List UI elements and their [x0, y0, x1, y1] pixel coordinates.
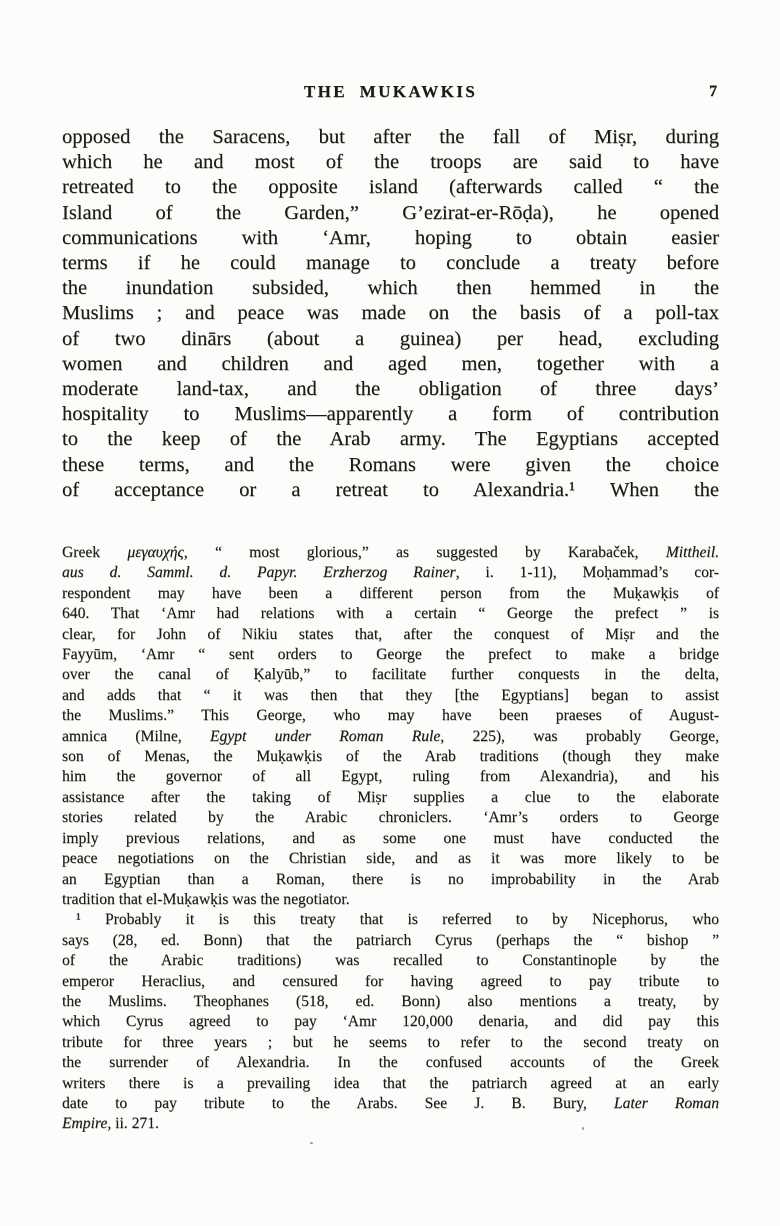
text-line: emperor Heraclius, and censured for having agreed to pay tribute to — [62, 972, 719, 990]
scan-speck — [582, 1127, 584, 1130]
footnote-1 — [62, 910, 719, 1134]
text-line: the Muslims.” This George, who may have been praeses of August- — [62, 707, 719, 725]
text-line: these terms, and the Romans were given the choice — [62, 453, 719, 476]
text-line: Muslims ; and peace was made on the basis of a poll-tax — [62, 302, 719, 325]
text-line: assistance after the taking of Miṣr supplies a clue to the elaborate — [62, 788, 719, 806]
text-line: him the governor of all Egypt, ruling from Alexandria), and his — [62, 768, 719, 786]
text-line: Empire, ii. 271. — [62, 1115, 159, 1133]
text-line: the inundation subsided, which then hemmed in the — [62, 277, 719, 300]
scan-speck — [310, 1142, 313, 1144]
text-line: an Egyptian than a Roman, there is no improbability in the Arab — [62, 870, 719, 888]
footnote-continuation — [62, 543, 719, 910]
text-line: peace negotiations on the Christian side, and as it was more likely to be — [62, 850, 719, 868]
text-line: aus d. Samml. d. Papyr. Erzherzog Rainer, i. 1-11), Moḥammad’s cor- — [62, 564, 719, 582]
text-line: of acceptance or a retreat to Alexandria.¹ When the — [62, 478, 719, 501]
text-line: 640. That ‘Amr had relations with a certain “ George the prefect ” is — [62, 605, 719, 623]
text-line: tribute for three years ; but he seems to refer to the second treaty on — [62, 1033, 719, 1051]
text-line: communications with ‘Amr, hoping to obtain easier — [62, 226, 719, 249]
text-line: hospitality to Muslims—apparently a form of contribution — [62, 403, 719, 426]
text-line: of two dinārs (about a guinea) per head, excluding — [62, 327, 719, 350]
text-line: amnica (Milne, Egypt under Roman Rule, 225), was probably George, — [62, 727, 719, 745]
text-line: respondent may have been a different person from the Muḳawḳis of — [62, 584, 719, 602]
text-line: and adds that “ it was then that they [the Egyptians] began to assist — [62, 686, 719, 704]
text-line: women and children and aged men, together with a — [62, 352, 719, 375]
text-line: clear, for John of Nikiu states that, after the conquest of Miṣr and the — [62, 625, 719, 643]
text-line: son of Menas, the Muḳawḳis of the Arab traditions (though they make — [62, 748, 719, 766]
page-number: 7 — [709, 83, 717, 100]
text-line: terms if he could manage to conclude a treaty before — [62, 252, 719, 275]
running-title: THE MUKAWKIS — [303, 82, 478, 101]
text-line: the surrender of Alexandria. In the confused accounts of the Greek — [62, 1054, 719, 1072]
text-line: says (28, ed. Bonn) that the patriarch Cyrus (perhaps the “ bishop ” — [62, 931, 719, 949]
text-line: Greek μεγαυχής, “ most glorious,” as suggested by Karabaček, Mittheil. — [62, 544, 719, 561]
text-line: the Muslims. Theophanes (518, ed. Bonn) also mentions a treaty, by — [62, 992, 719, 1010]
body-paragraph — [62, 125, 719, 503]
text-line: which Cyrus agreed to pay ‘Amr 120,000 denaria, and did pay this — [62, 1013, 719, 1031]
text-line: imply previous relations, and as some one must have conducted the — [62, 829, 719, 847]
text-line: retreated to the opposite island (afterwards called “ the — [62, 176, 719, 199]
text-line: moderate land-tax, and the obligation of three days’ — [62, 378, 719, 401]
text-line: writers there is a prevailing idea that the patriarch agreed at an early — [62, 1074, 719, 1092]
text-line: to the keep of the Arab army. The Egyptians accepted — [62, 428, 719, 451]
text-line: date to pay tribute to the Arabs. See J. B. Bury, Later Roman — [62, 1094, 719, 1112]
text-line: which he and most of the troops are said to have — [62, 151, 719, 174]
text-line: over the canal of Ḳalyūb,” to facilitate further conquests in the delta, — [62, 666, 719, 684]
footnote-section — [62, 543, 719, 1135]
text-line: tradition that el-Muḳawḳis was the negotiator. — [62, 890, 350, 908]
page-header — [62, 82, 719, 104]
text-line: Fayyūm, ‘Amr “ sent orders to George the prefect to make a bridge — [62, 646, 719, 664]
text-line: stories related by the Arabic chroniclers. ‘Amr’s orders to George — [62, 809, 719, 827]
text-line: ¹ Probably it is this treaty that is referred to by Nicephorus, who — [76, 911, 719, 929]
text-line: of the Arabic traditions) was recalled to Constantinople by the — [62, 952, 719, 970]
text-line: Island of the Garden,” G’ezirat-er-Rōḍa), he opened — [62, 201, 719, 224]
text-line: opposed the Saracens, but after the fall of Miṣr, during — [62, 126, 719, 148]
